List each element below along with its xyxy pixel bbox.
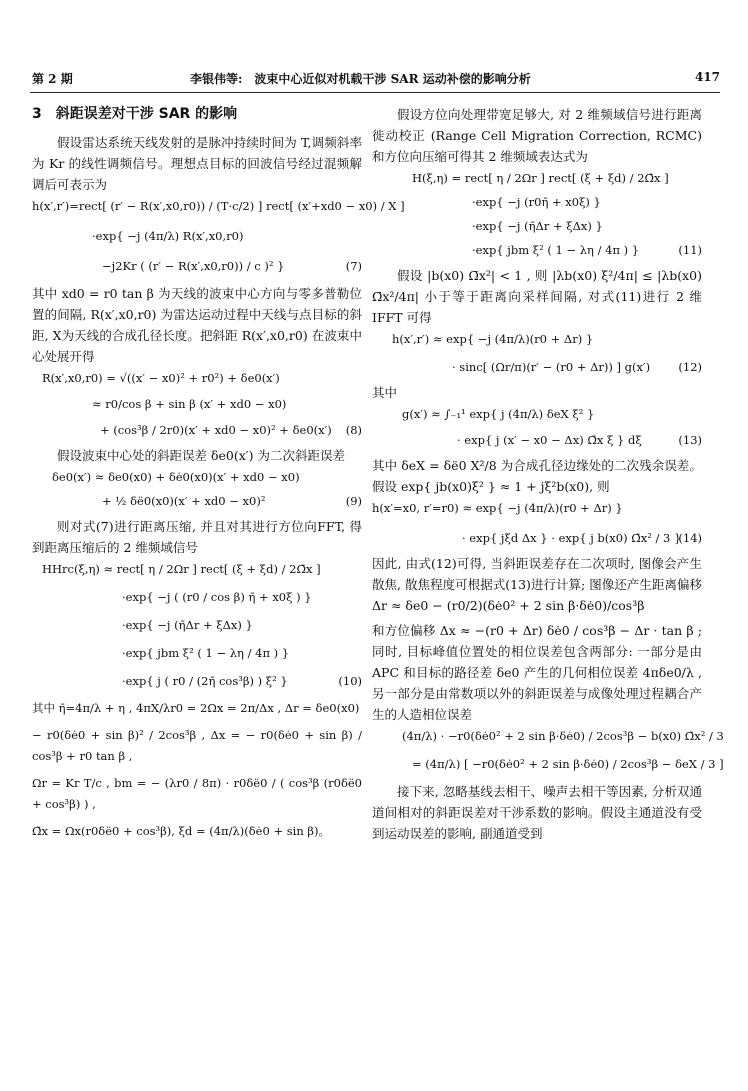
- paragraph: 其中 xd0 = r0 tan β 为天线的波束中心方向与零多普勒位置的间隔, R(x′,x0,r0) 为雷达运动过程中天线与点目标的斜距, X为天线的合成孔径长度。把斜距 R(x′,x0,r0) 在波束中心处展开得: [32, 286, 362, 364]
- right-column: [372, 104, 724, 844]
- equation-7: [32, 197, 405, 275]
- equation-line: ≈ r0/cos β + sin β (x′ + xd0 − x0): [92, 397, 287, 411]
- equation-number: (11): [678, 243, 702, 257]
- equation-line: ·exp{ −j (η̄Δr + ξΔx) }: [472, 219, 603, 233]
- equation-line: ·exp{ jbm ξ² ( 1 − λη / 4π ) }: [472, 243, 640, 257]
- equation-line: −j2Kr ( (r′ − R(x′,x0,r0)) / c )² }: [102, 259, 285, 273]
- equation-line: R(x′,x0,r0) = √((x′ − x0)² + r0²) + δe0(x′): [42, 371, 280, 385]
- equation-line: ·exp{ −j (4π/λ) R(x′,x0,r0): [92, 229, 244, 243]
- equation-line: ·exp{ −j ( (r0 / cos β) η̄ + x0ξ ) }: [122, 590, 312, 604]
- paragraph: − r0(δė0 + sin β)² / 2cos³β , Δx = − r0(δė0 + sin β) / cos³β + r0 tan β ,: [32, 728, 362, 763]
- equation-line: h(x′,r′)=rect[ (r′ − R(x′,x0,r0)) / (T·c/2) ] rect[ (x′+xd0 − x0) / X ]: [32, 199, 405, 213]
- equation-10: [32, 560, 362, 690]
- equation-12: [372, 330, 702, 376]
- equation-line: h(x′=x0, r′=r0) ≈ exp{ −j (4π/λ)(r0 + Δr) }: [372, 501, 623, 515]
- page-number: 417: [694, 70, 720, 84]
- equation-number: (9): [345, 494, 362, 508]
- equation-8: [32, 369, 362, 439]
- equation-line: (4π/λ) · −r0(δė0² + 2 sin β·δė0) / 2cos³β − b(x0) Ω̄x² / 3: [402, 729, 724, 743]
- equation-number: (10): [338, 674, 362, 688]
- equation-line: h(x′,r′) ≈ exp{ −j (4π/λ)(r0 + Δr) }: [392, 332, 594, 346]
- paragraph: 则对式(7)进行距离压缩, 并且对其进行方位向FFT, 得到距离压缩后的 2 维频域信号: [32, 519, 362, 555]
- equation-14: [372, 499, 702, 547]
- equation-line: ·exp{ −j (r0η̄ + x0ξ) }: [472, 195, 601, 209]
- left-column: [32, 104, 405, 842]
- equation-line: + (cos³β / 2r0)(x′ + xd0 − x0)² + δe0(x′): [100, 423, 332, 437]
- header-rule: [30, 92, 720, 93]
- paragraph: 和方位偏移 Δx ≈ −(r0 + Δr) δė0 / cos³β − Δr · tan β ; 同时, 目标峰值位置处的相位误差包含两部分: 一部分是由 APC 和目标的路径差 δe0 产生的几何相位误差 4πδe0/λ , 另一部分是由常数项以外的斜距误差与成像处理过程耦合产生的人造相位误差: [372, 623, 702, 722]
- equation-line: g(x′) ≈ ∫₋₁¹ exp{ j (4π/λ) δeX ξ² }: [402, 407, 595, 421]
- equation-15: [372, 727, 724, 773]
- equation-number: (12): [678, 360, 702, 374]
- paragraph: 其中 δeX = δë0 X²/8 为合成孔径边缘处的二次残余误差。假设 exp{ jb(x0)ξ² } ≈ 1 + jξ²b(x0), 则: [372, 458, 702, 494]
- equation-number: (7): [345, 259, 362, 273]
- paragraph: 假设方位向处理带宽足够大, 对 2 维频域信号进行距离徙动校正 (Range Cell Migration Correction, RCMC)和方位向压缩可得其 2 维频域表达式为: [372, 107, 702, 164]
- paragraph: 假设 |b(x0) Ω̄x²| < 1 , 则 |λb(x0) ξ²/4π| ≤ |λb(x0) Ω̄x²/4π| 小于等于距离向采样间隔, 对式(11)进行 2 维 IFFT 可得: [372, 268, 702, 325]
- equation-line: ·exp{ j ( r0 / (2η̄ cos³β) ) ξ² }: [122, 674, 288, 688]
- equation-line: + ½ δë0(x0)(x′ + xd0 − x0)²: [102, 494, 266, 508]
- equation-9: [32, 468, 362, 510]
- paragraph: 其中: [372, 385, 398, 400]
- issue-number: 第 2 期: [32, 72, 73, 86]
- equation-line: δe0(x′) ≈ δe0(x0) + δė0(x0)(x′ + xd0 − x0): [52, 470, 300, 484]
- equation-number: (8): [345, 423, 362, 437]
- equation-line: ·exp{ −j (η̄Δr + ξΔx) }: [122, 618, 253, 632]
- section-title: 3 斜距误差对干涉 SAR 的影响: [32, 106, 238, 122]
- equation-line: = (4π/λ) [ −r0(δė0² + 2 sin β·δė0) / 2cos³β − δeX / 3 ]: [412, 757, 724, 771]
- paragraph: Ωr = Kr T/c , bm = − (λr0 / 8π) · r0δë0 / ( cos³β (r0δë0 + cos³β) ) ,: [32, 776, 362, 811]
- paragraph: 其中 η̄=4π/λ + η , 4πX/λr0 = 2Ωx = 2π/Δx , Δr = δe0(x0): [32, 701, 360, 715]
- page-header: [30, 70, 720, 92]
- equation-line: H(ξ,η) = rect[ η / 2Ωr ] rect[ (ξ + ξd) / 2Ω̄x ]: [412, 171, 669, 185]
- equation-number: (14): [678, 531, 702, 545]
- paragraph: 接下来, 忽略基线去相干、噪声去相干等因素, 分析双通道间相对的斜距误差对干涉系数的影响。假设主通道没有受到运动误差的影响, 副通道受到: [372, 784, 702, 841]
- equation-line: · exp{ j (x′ − x0 − Δx) Ω̄x ξ } dξ: [457, 433, 642, 447]
- equation-line: · exp{ jξd Δx } · exp{ j b(x0) Ω̄x² / 3 }: [462, 531, 682, 545]
- equation-13: [372, 405, 702, 449]
- equation-line: ·exp{ jbm ξ² ( 1 − λη / 4π ) }: [122, 646, 290, 660]
- equation-line: HHrc(ξ,η) ≈ rect[ η / 2Ωr ] rect[ (ξ + ξd) / 2Ω̄x ]: [42, 562, 321, 576]
- paragraph: 假设雷达系统天线发射的是脉冲持续时间为 T,调频斜率为 Kr 的线性调频信号。理想点目标的回波信号经过混频解调后可表示为: [32, 135, 362, 192]
- equation-number: (13): [678, 433, 702, 447]
- paragraph: 因此, 由式(12)可得, 当斜距误差存在二次项时, 图像会产生散焦, 散焦程度可根据式(13)进行计算; 图像还产生距离偏移 Δr ≈ δe0 − (r0/2)(δė0² + 2 sin β·δė0)/cos³β: [372, 556, 702, 613]
- paragraph: 假设波束中心处的斜距误差 δe0(x′) 为二次斜距误差: [57, 448, 345, 463]
- equation-line: · sinc[ (Ωr/π)(r′ − (r0 + Δr)) ] g(x′): [452, 360, 651, 374]
- paragraph: Ω̄x = Ωx(r0δë0 + cos³β), ξd = (4π/λ)(δė0 + sin β)。: [32, 824, 331, 838]
- running-title: 李银伟等: 波束中心近似对机载干涉 SAR 运动补偿的影响分析: [190, 72, 531, 86]
- equation-11: [372, 169, 702, 259]
